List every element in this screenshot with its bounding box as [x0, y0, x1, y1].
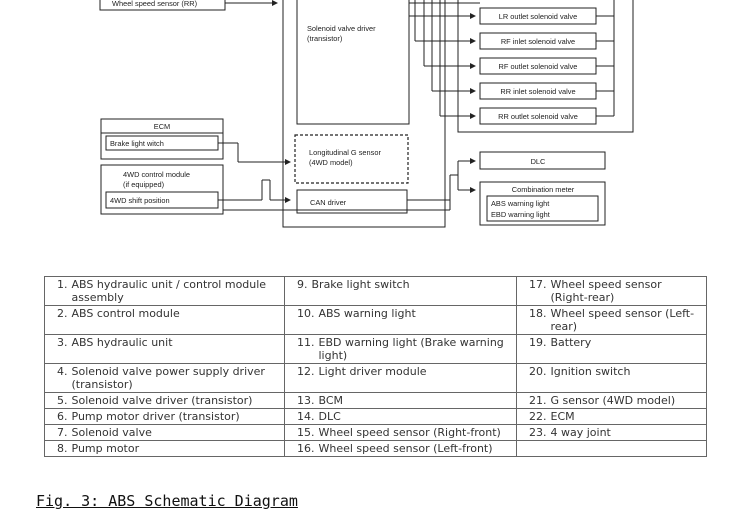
legend-item-text: Wheel speed sensor (Right-front): [318, 426, 501, 439]
g-sensor-label: Longitudinal G sensor: [309, 148, 381, 157]
wheel-sensor-rr-label: Wheel speed sensor (RR): [112, 0, 198, 8]
rr-outlet-label: RR outlet solenoid valve: [498, 112, 578, 121]
legend-item-text: ABS hydraulic unit: [71, 336, 173, 349]
legend-item-number: 13.: [297, 394, 315, 407]
rf-inlet-label: RF inlet solenoid valve: [500, 37, 576, 46]
can-driver-label: CAN driver: [310, 198, 347, 207]
legend-item-number: 21.: [529, 394, 547, 407]
legend-item-text: Wheel speed sensor (Left-front): [318, 442, 493, 455]
legend-cell: [517, 441, 707, 457]
legend-item-number: 4.: [57, 365, 68, 378]
legend-item-number: 16.: [297, 442, 315, 455]
legend-item-text: Ignition switch: [550, 365, 631, 378]
legend-item-text: Pump motor driver (transistor): [71, 410, 240, 423]
legend-cell: [285, 364, 517, 393]
legend-cell: [285, 277, 517, 306]
legend-cell: [45, 393, 285, 409]
legend-item-text: Brake light switch: [311, 278, 410, 291]
abs-warning-label: ABS warning light: [491, 199, 550, 208]
g-sensor-sublabel: (4WD model): [309, 158, 353, 167]
legend-cell: [45, 335, 285, 364]
legend-item-text: BCM: [318, 394, 344, 407]
legend-item-text: ABS warning light: [318, 307, 416, 320]
legend-cell: [517, 306, 707, 335]
legend-item-number: 2.: [57, 307, 68, 320]
legend-row: [45, 335, 707, 364]
legend-item-number: 1.: [57, 278, 68, 291]
legend-item-text: ECM: [550, 410, 575, 423]
solenoid-driver-sublabel: (transistor): [307, 34, 343, 43]
legend-item-text: Pump motor: [71, 442, 140, 455]
legend-cell: [285, 335, 517, 364]
legend-item-text: 4 way joint: [550, 426, 611, 439]
legend-item-text: Wheel speed sensor (Left-rear): [550, 307, 695, 333]
ecm-label: ECM: [153, 122, 171, 131]
legend-item-text: Solenoid valve power supply driver (transistor): [71, 365, 265, 391]
legend-cell: [45, 306, 285, 335]
legend-item-number: 22.: [529, 410, 547, 423]
legend-cell: [285, 409, 517, 425]
legend-cell: [45, 364, 285, 393]
legend-cell: [285, 425, 517, 441]
legend-item-text: EBD warning light (Brake warning light): [318, 336, 504, 362]
legend-row: [45, 409, 707, 425]
legend-item-number: 17.: [529, 278, 547, 291]
legend-cell: [285, 441, 517, 457]
legend-item-text: G sensor (4WD model): [550, 394, 676, 407]
module-4wd-label: 4WD control module: [123, 170, 190, 179]
legend-item-text: Solenoid valve: [71, 426, 152, 439]
legend-cell: [517, 335, 707, 364]
legend-item-number: 19.: [529, 336, 547, 349]
legend-item-text: DLC: [318, 410, 341, 423]
legend-row: [45, 306, 707, 335]
legend-row: [45, 364, 707, 393]
legend-item-number: 12.: [297, 365, 315, 378]
combination-meter-label: Combination meter: [511, 185, 575, 194]
solenoid-driver-label: Solenoid valve driver: [307, 24, 376, 33]
legend-cell: [45, 441, 285, 457]
legend-item-number: 23.: [529, 426, 547, 439]
legend-item-text: ABS hydraulic unit / control module assembly: [71, 278, 267, 304]
rr-inlet-label: RR inlet solenoid valve: [500, 87, 576, 96]
legend-cell: [517, 364, 707, 393]
legend-item-number: 11.: [297, 336, 315, 349]
legend-cell: [517, 277, 707, 306]
legend-row: [45, 393, 707, 409]
legend-item-number: 3.: [57, 336, 68, 349]
legend-item-text: Wheel speed sensor (Right-rear): [550, 278, 662, 304]
legend-cell: [517, 409, 707, 425]
figure-caption: Fig. 3: ABS Schematic Diagram: [36, 492, 298, 510]
legend-row: [45, 425, 707, 441]
legend-row: [45, 441, 707, 457]
legend-item-text: ABS control module: [71, 307, 180, 320]
legend-item-number: 10.: [297, 307, 315, 320]
legend-item-text: Light driver module: [318, 365, 427, 378]
legend-cell: [517, 393, 707, 409]
legend-cell: [45, 277, 285, 306]
legend-cell: [285, 306, 517, 335]
lr-outlet-label: LR outlet solenoid valve: [498, 12, 578, 21]
dlc-label: DLC: [530, 157, 546, 166]
legend-item-number: 8.: [57, 442, 68, 455]
legend-item-number: 15.: [297, 426, 315, 439]
brake-light-switch-label: Brake light witch: [110, 139, 164, 148]
legend-item-text: Solenoid valve driver (transistor): [71, 394, 253, 407]
legend-item-number: 9.: [297, 278, 308, 291]
ebd-warning-label: EBD warning light: [491, 210, 550, 219]
legend-item-number: 5.: [57, 394, 68, 407]
module-4wd-sublabel: (if equipped): [123, 180, 165, 189]
legend-cell: [45, 409, 285, 425]
abs-schematic-diagram: [0, 0, 754, 240]
legend-item-number: 20.: [529, 365, 547, 378]
shift-position-label: 4WD shift position: [110, 196, 170, 205]
rf-outlet-label: RF outlet solenoid valve: [498, 62, 578, 71]
legend-item-number: 6.: [57, 410, 68, 423]
legend-row: [45, 277, 707, 306]
legend-cell: [45, 425, 285, 441]
legend-cell: [285, 393, 517, 409]
legend-item-number: 14.: [297, 410, 315, 423]
legend-table: [44, 276, 707, 457]
legend-item-number: 18.: [529, 307, 547, 320]
solenoid-driver-box: [297, 0, 409, 124]
legend-item-text: Battery: [550, 336, 592, 349]
legend-item-number: 7.: [57, 426, 68, 439]
legend-cell: [517, 425, 707, 441]
